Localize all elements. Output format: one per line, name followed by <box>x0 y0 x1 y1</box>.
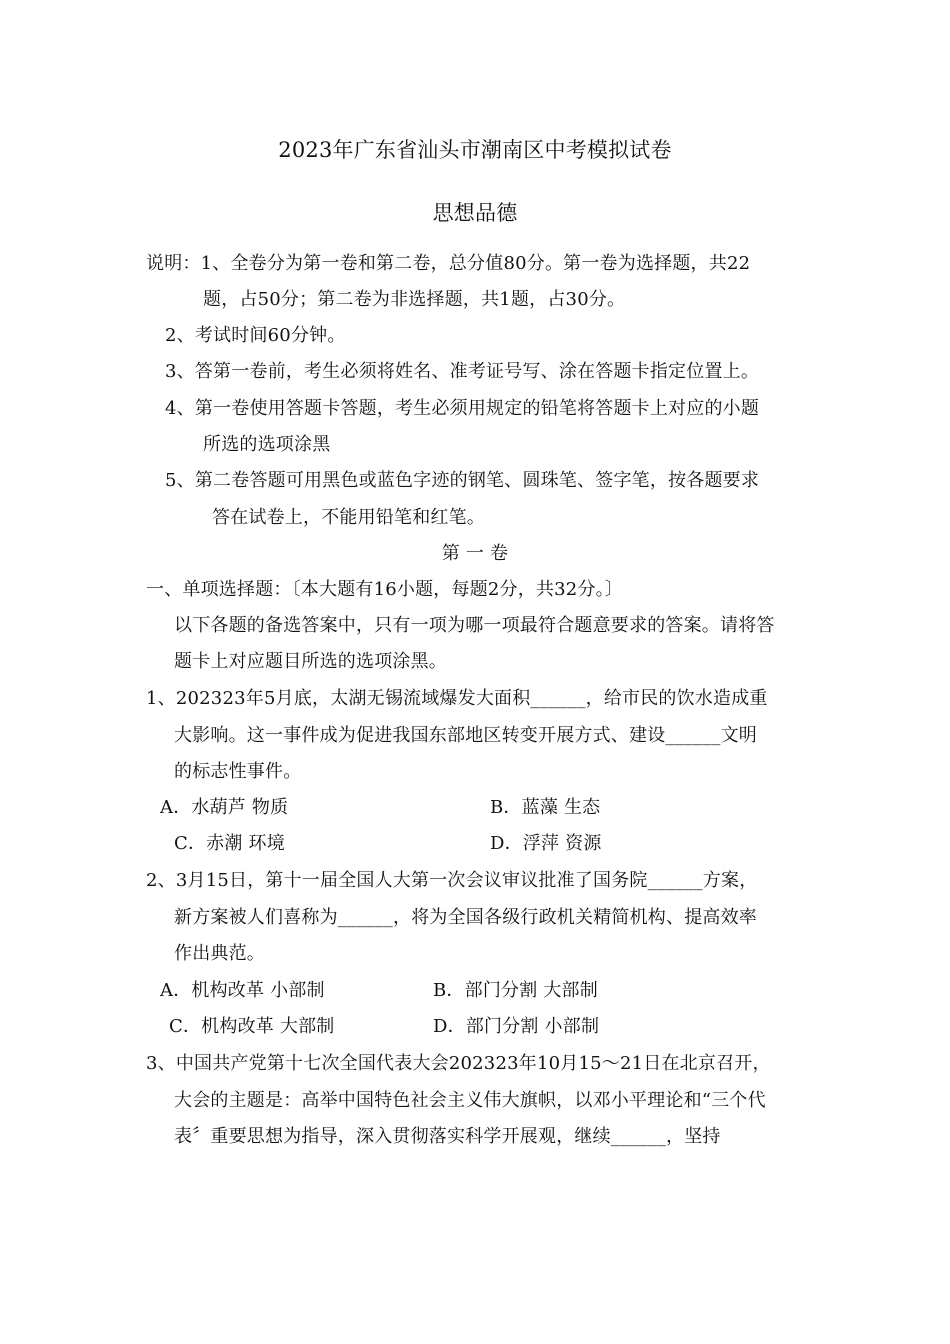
section-description-line-2: 题卡上对应题目所选的选项涂黑。 <box>174 651 447 672</box>
section-description-line-1: 以下各题的备选答案中，只有一项为哪一项最符合题意要求的答案。请将答 <box>174 615 775 636</box>
instruction-line-1: 说明：1、全卷分为第一卷和第二卷，总分值80分。第一卷为选择题，共22 <box>146 253 751 274</box>
question-2-line-2: 新方案被人们喜称为______，将为全国各级行政机关精简机构、提高效率 <box>174 907 757 928</box>
instruction-line-3: 2、考试时间60分钟。 <box>165 325 346 346</box>
question-2-line-3: 作出典范。 <box>174 943 265 964</box>
section-heading: 一、单项选择题：〔本大题有16小题，每题2分，共32分。〕 <box>146 579 624 600</box>
question-1-line-1: 1、202323年5月底，太湖无锡流域爆发大面积______，给市民的饮水造成重 <box>146 688 768 709</box>
question-3-line-3: 表〞重要思想为指导，深入贯彻落实科学开展观，继续______，坚持 <box>174 1126 721 1147</box>
instruction-line-2: 题，占50分；第二卷为非选择题，共1题，占30分。 <box>203 289 626 310</box>
question-2-option-b: B．部门分割 大部制 <box>433 980 598 1001</box>
question-1-option-b: B．蓝藻 生态 <box>490 797 601 818</box>
question-1-option-c: C．赤潮 环境 <box>174 833 285 854</box>
subject-title: 思想品德 <box>432 201 518 225</box>
question-3-line-2: 大会的主题是：高举中国特色社会主义伟大旗帜，以邓小平理论和“三个代 <box>174 1090 766 1111</box>
question-3-line-1: 3、中国共产党第十七次全国代表大会202323年10月15～21日在北京召开， <box>146 1053 771 1074</box>
volume-title: 第 一 卷 <box>441 543 509 564</box>
question-1-option-d: D．浮萍 资源 <box>490 833 602 854</box>
question-2-option-c: C．机构改革 大部制 <box>169 1016 335 1037</box>
instruction-line-4: 3、答第一卷前，考生必须将姓名、准考证号写、涂在答题卡指定位置上。 <box>165 361 760 382</box>
question-2-option-a: A．机构改革 小部制 <box>160 980 325 1001</box>
instruction-line-5: 4、第一卷使用答题卡答题，考生必须用规定的铅笔将答题卡上对应的小题 <box>165 398 760 419</box>
exam-title: 2023年广东省汕头市潮南区中考模拟试卷 <box>278 138 672 162</box>
question-1-option-a: A．水葫芦 物质 <box>160 797 289 818</box>
question-1-line-3: 的标志性事件。 <box>174 761 302 782</box>
question-2-line-1: 2、3月15日，第十一届全国人大第一次会议审议批准了国务院______方案， <box>146 870 758 891</box>
question-1-line-2: 大影响。这一事件成为促进我国东部地区转变开展方式、建设______文明 <box>174 725 757 746</box>
question-2-option-d: D．部门分割 小部制 <box>433 1016 600 1037</box>
instruction-line-7: 5、第二卷答题可用黑色或蓝色字迹的钢笔、圆珠笔、签字笔，按各题要求 <box>165 470 760 491</box>
instruction-line-6: 所选的选项涂黑 <box>203 434 331 455</box>
instruction-line-8: 答在试卷上，不能用铅笔和红笔。 <box>212 507 485 528</box>
